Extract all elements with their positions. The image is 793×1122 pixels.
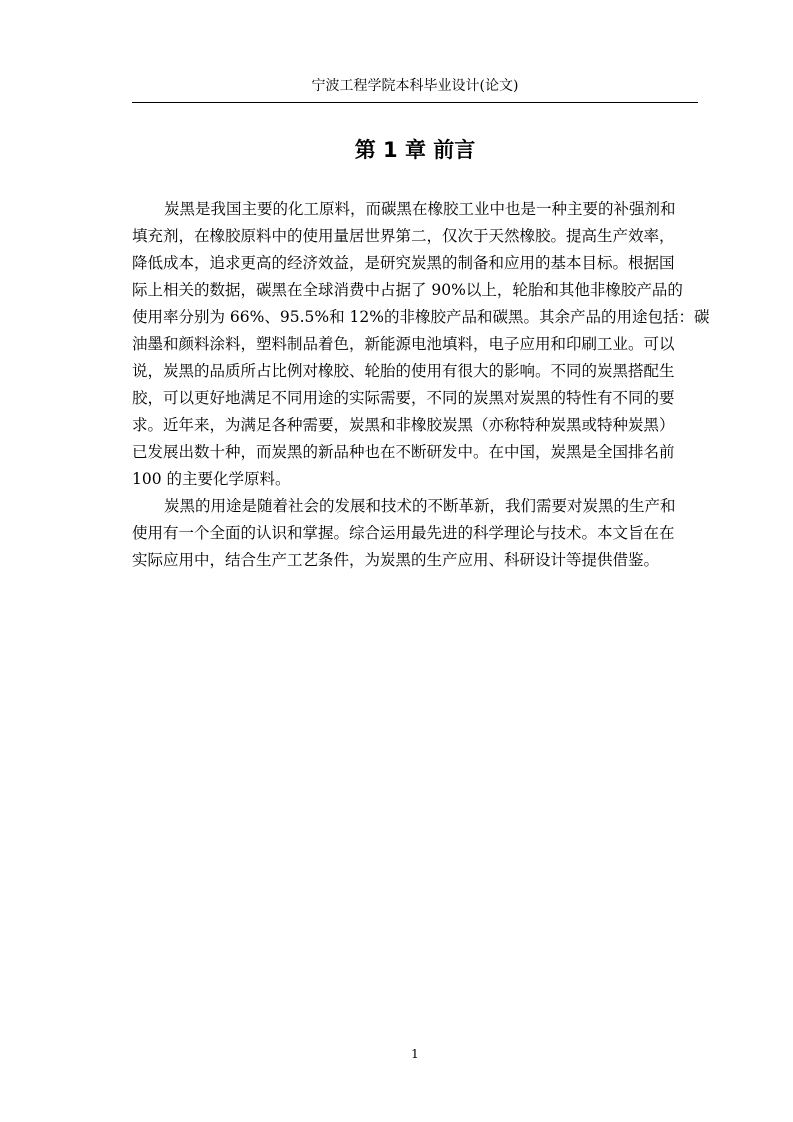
paragraph-line: 降低成本，追求更高的经济效益，是研究炭黑的制备和应用的基本目标。根据国 (132, 254, 675, 272)
paragraph-line: 100 的主要化学原料。 (132, 470, 291, 488)
paragraph-line: 实际应用中，结合生产工艺条件，为炭黑的生产应用、科研设计等提供借鉴。 (132, 551, 660, 569)
paragraph-line: 油墨和颜料涂料，塑料制品着色，新能源电池填料，电子应用和印刷工业。可以 (132, 335, 675, 353)
paragraph-line: 已发展出数十种，而炭黑的新品种也在不断研发中。在中国，炭黑是全国排名前 (132, 443, 675, 461)
paragraph-line: 求。近年来，为满足各种需要，炭黑和非橡胶炭黑（亦称特种炭黑或特种炭黑） (132, 416, 675, 434)
paragraph-line: 炭黑的用途是随着社会的发展和技术的不断革新，我们需要对炭黑的生产和 (164, 497, 676, 515)
paragraph-line: 说，炭黑的品质所占比例对橡胶、轮胎的使用有很大的影响。不同的炭黑搭配生 (132, 362, 675, 380)
paragraph-line: 炭黑是我国主要的化工原料，而碳黑在橡胶工业中也是一种主要的补强剂和 (164, 200, 676, 218)
page-number: 1 (411, 1047, 419, 1061)
paragraph-line: 胶，可以更好地满足不同用途的实际需要，不同的炭黑对炭黑的特性有不同的要 (132, 389, 675, 407)
paragraph-2 (132, 493, 698, 574)
paragraph-line: 使用率分别为 66%、95.5%和 12%的非橡胶产品和碳黑。其余产品的用途包括：碳 (132, 308, 710, 326)
header-divider (132, 102, 698, 103)
body-text (132, 196, 710, 574)
chapter-title: 第 1 章 前言 (354, 138, 476, 162)
paragraph-line: 填充剂，在橡胶原料中的使用量居世界第二，仅次于天然橡胶。提高生产效率， (132, 227, 675, 245)
paragraph-1 (132, 196, 710, 493)
paragraph-line: 使用有一个全面的认识和掌握。综合运用最先进的科学理论与技术。本文旨在在 (132, 524, 675, 542)
paragraph-line: 际上相关的数据，碳黑在全球消费中占据了 90%以上，轮胎和其他非橡胶产品的 (132, 281, 683, 299)
running-header: 宁波工程学院本科毕业设计(论文) (311, 78, 519, 94)
